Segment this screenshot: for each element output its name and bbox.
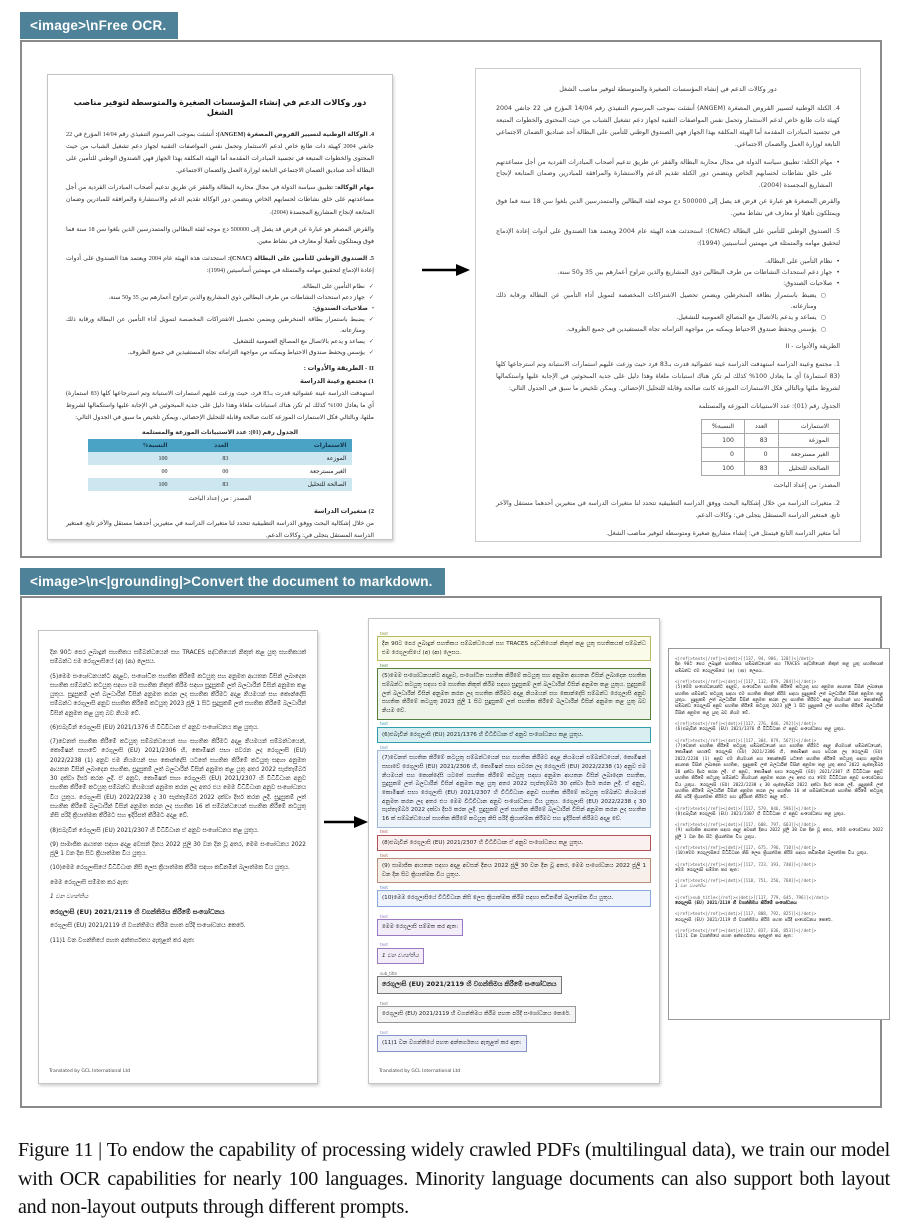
table-row: الغير مسترجعة 00 00 — [161, 468, 347, 476]
grounding-label: text — [380, 1000, 388, 1006]
si-paragraph: (6)එබැවින් රෙගුලාසි (EU) 2021/1376 හි විධිවිධාන ඒ අනුව සංශෝධනය කළ යුතුය. — [50, 724, 259, 731]
variables-paragraph: من خلال إشكالية البحث ووفق الدراسة التطبيقية تتحدد لنا متغيرات الدراسة في متغيرين أحدهما مستقل والآخر تابع. فمتغير الدراسة المستقل يتجلى في: وكالات الدعم. — [66, 520, 374, 540]
layout-box-subtitle: sub_title රෙගුලාසි (EU) 2021/2119 හි වගන්තිමය කිරීමේ සංශෝධනය — [377, 976, 562, 994]
check-item: ✓ جهاز دعم استحداث النشاطات من طرف البطالين ذوي المشاريع والذين تتراوح أعمارهم بين 35 و50 سنة. — [66, 293, 374, 304]
md-block: <|ref|>text<|/ref|><|det|>[[117, 304, 879, 567]]<|/det|> (7)වෙනත් සහතික කිරීමේ කටයුතු සම්බන්ධයෙන් සහ සහතික කිරීමට අදාළ නියමයන් සම්බන්ධයෙන්, කොමිෂන් සභාවේ රෙගුලාසි (EU) 2021/2306 හි, කොමිෂන් සභා පවරන ලද රෙගුලාසි (EU) 2022/2238 (1) අනුව එම නියමයන් සහ කොන්දේසි යටතේ සහතික කිරීමේ කටයුතු සඳහා අනුමත ආයතන විසින් ලබාදෙන සහතික, සුදුසුකම් ලත් බලධාරීන් විසින් අනුමත කළ යුතු අතර 2022 සැප්තැම්බර් 30 දක්වා දීර්ඝ කරන ලදී. ඒ අනුව, කොමිෂන් සභා රෙගුලාසි (EU) 2021/2307 හි විධිවිධාන අනුව සහතික කිරීමේ කටයුතු සම්බන්ධ නියමයන් අනුමත කරන ලද අතර එය මෙම විධිවිධාන අනුව සංශෝධනය විය යුතුය. රෙගුලාසි (EU) 2022/2238 ද 30 සැප්තැම්බර් 2022 දක්වා දීර්ඝ කරන ලදී. සුදුසුකම් ලත් සහතික කිරීමේ බලධාරීන් විසින් අනුමත කරන ලද සහතික 16 ක් සම්බන්ධයෙන් සහතික කිරීමේ කටයුතු නිසි පරිදි ක්‍රියාත්මක කිරීමට සහ ඉදිරිපත් කිරීමට අදාළ වේ. — [675, 737, 883, 801]
grounding-tag: <|ref|>text<|/ref|><|det|>[[117, 276, 846, 292]]<|/det|> — [675, 721, 817, 727]
ocr-sub-bullet: ○ يضبط باستمرار بطاقة المنخرطين ويضمن تحصيل الاشتراكات المخصصة لتمويل أداء التأمين عن البطالة ورقابة ذلك ومنازعاته. — [496, 290, 840, 313]
ocr-title: دور وكالات الدعم في إنشاء المؤسسات الصغيرة والمتوسطة لتوفير مناصب الشغل — [559, 85, 777, 93]
free-ocr-panel — [20, 40, 882, 558]
circle-icon: ○ — [820, 325, 826, 333]
arabic-loan-paragraph: والقرض المصغر هو عبارة عن قرض قد يصل إلى 500000 دج موجه لفئة البطالين والمتمدرسين الذين بلغوا سن 18 سنة فما فوق ويمتلكون تأهيلا أو معارف في نشاط معين. — [66, 225, 374, 245]
grounding-label: text — [380, 630, 388, 636]
md-block: <|ref|>text<|/ref|><|det|>[[117, 608, 797, 663]]<|/det|> (9) සාමාජික ආයතන සඳහා අදාළ අවසන් දිනය 2022 ජූලි 30 වන දින වූ අතර, මෙම සංශෝධනය 2022 ජූලි 1 වන දින සිට ක්‍රියාත්මක විය යුතුය. — [675, 822, 883, 840]
bullet-icon: • — [836, 158, 840, 166]
grounding-panel — [20, 596, 882, 1108]
ocr-sub-bullet: ○ يؤسس ويحفظ صندوق الاحتياط ويمكنه من مواجهة التزاماته تجاه المستفيدين في جميع الظروف. — [496, 324, 840, 335]
ocr-loan-paragraph: والقرض المصغرة هو عبارة عن قرض قد يصل إلى 500000 دج موجه لفئة البطالين والمتمدرسين الذين بلغوا سن 18 سنة فما فوق ويمتلكون تأهيلا أو معارف في نشاط معين. — [496, 197, 840, 217]
table-source-note: المصدر : من إعداد الباحث — [188, 496, 252, 503]
check-icon: ✓ — [368, 349, 374, 356]
ocr-section-method: الطريقة والأدوات - II — [785, 343, 840, 351]
si-paragraph: මෙම රෙගුලාසි සම්මත කර ඇත: — [50, 879, 129, 886]
layout-box-text: text දින 90ට පෙර ලබාදුන් සහතිකය සම්බන්ධයෙන් සහ TRACES පද්ධතියෙන් නිකුත් කළ යුතු සහතිකයක් සම්බන්ධ එම රෙගුලාසියේ (අ) (ආ) ලෙසය. — [377, 636, 651, 661]
grounding-tag: <|ref|>text<|/ref|><|det|>[[137, 94, 906, 120]]<|/det|> — [675, 656, 814, 661]
ocr-item-5: 5. الصندوق الوطني للتأمين على البطالة (CNAC): استحدثت هذه الهيئة عام 2004 ويعتمد هذا الصندوق على أدوات إعادة الإدماج لتحقيق مهامه والمتمثلة في مهمتين أساسيتين (1994): — [496, 227, 840, 247]
grounding-tag: <|ref|>text<|/ref|><|det|>[[117, 675, 796, 710]]<|/det|> — [675, 845, 817, 851]
si-paragraph: (9) සාමාජික ආයතන සඳහා අදාළ අවසන් දිනය 2022 ජූලි 30 වන දින වූ අතර, මෙම සංශෝධනය 2022 ජූලි 1 වන දින සිට ක්‍රියාත්මක විය යුතුය. — [50, 841, 306, 858]
arabic-item-4: 4. الوكالة الوطنية لتسيير القروض المصغرة (ANGEM): أنشئت بموجب المرسوم التنفيذي رقم 14/04 المؤرخ في 22 جانفي 2004 كهيئة ذات طابع خاص لدعم الاستثمار وتحمل نفس المواصفات التقنية لجهاز دعم تشغيل الشباب من حيث المحتوى والخطوات المتبعة في تجسيد المبادرات المقدمة أما الهيئة المكلفة بهذا الجهاز فهي الصندوق الوطني للتأمين على البطالة أحد صناديق الضمان الاجتماعي التابعة لوزارة العمل والضمان الاجتماعي. — [66, 131, 375, 175]
ocr-item-2: 2. متغيرات الدراسة من خلال إشكالية البحث ووفق الدراسة التطبيقية تتحدد لنا متغيرات الدراسة في متغيرين أحدهما مستقل والآخر تابع. فمتغير الدراسة المستقل يتجلى في: وكالات الدعم. — [496, 499, 840, 519]
bullet-icon: • — [836, 280, 840, 288]
check-icon: ✓ — [368, 295, 374, 301]
si-paragraph: දින 90ට පෙර ලබාදුන් සහතිකය සම්බන්ධයෙන් සහ TRACES පද්ධතියෙන් නිකුත් කළ යුතු සහතිකයක් සම්බන්ධ එම රෙගුලාසියේ (අ) (ආ) ලෙසය. — [50, 650, 306, 666]
check-item: ✓ نظام التأمين على البطالة. — [66, 282, 374, 293]
ocr-bullet: • جهاز دعم استحداث النشاطات من طرف البطالين ذوي المشاريع والذين تتراوح أعمارهم بين 35 و50 سنة. — [496, 267, 840, 278]
grounding-tag: <|ref|>text<|/ref|><|det|>[[117, 608, 797, 663]]<|/det|> — [675, 822, 817, 828]
grounding-tag: <|ref|>text<|/ref|><|det|>[[117, 579, 846, 596]]<|/det|> — [675, 805, 817, 811]
circle-icon: ○ — [820, 314, 826, 322]
grounding-tag: <|ref|>sub_title<|/ref|><|det|>[[117, 779, 645, 796]]<|/det|> — [675, 894, 829, 900]
grounding-tag: <|ref|>text<|/ref|><|det|>[[117, 132, 879, 284]]<|/det|> — [675, 678, 817, 684]
markdown-output-panel — [668, 648, 890, 1020]
grounding-tag: <|ref|>text<|/ref|><|det|>[[117, 808, 792, 825]]<|/det|> — [675, 911, 817, 917]
arabic-doc-title: دور وكالات الدعم في إنشاء المؤسسات الصغيرة والمتوسطة لتوفير مناصب الشغل — [73, 98, 367, 117]
md-block: <|ref|>text<|/ref|><|det|>[[118, 751, 256, 768]]<|/det|> 1 වන වගන්තිය — [675, 878, 883, 891]
translator-footer: Translated by GCL International Ltd — [379, 1069, 461, 1074]
check-icon: ✓ — [368, 338, 374, 345]
si-paragraph: (5)මෙම සංශෝධනයන්ට අදාළව, සංශෝධිත සහතික කිරීමේ කටයුතු සහ අනුමත ආයතන විසින් ලබාදෙන සහතික සම්බන්ධ කටයුතු සඳහා එම සහතික නිකුත් කිරීම සඳහා සුදුසුකම් ලත් බලධාරීන් විසින් අනුමත කළ යුතුය. සුදුසුකම් ලත් බලධාරීන් විසින් අනුමත කරන ලද සහතික කිරීමට අදාළ නියමයන් සහ කොන්දේසි සම්බන්ධ රෙගුලාසි අනුව සහතික කිරීමේ කටයුතු 2023 ජූලි 1 සිට සුදුසුකම් ලත් සහතික කිරීමේ බලධාරීන් විසින් අනුමත කළ යුතු බව නියම වේ. — [50, 673, 306, 717]
grounding-tag: <|ref|>text<|/ref|><|det|>[[118, 751, 256, 768]]<|/det|> — [675, 878, 817, 884]
layout-box-text: text (5)මෙම සංශෝධනයන්ට අදාළව, සංශෝධිත සහතික කිරීමේ කටයුතු සහ අනුමත ආයතන විසින් ලබාදෙන සහතික සම්බන්ධ කටයුතු සඳහා එම සහතික නිකුත් කිරීම සඳහා සුදුසුකම් ලත් බලධාරීන් විසින් අනුමත කළ යුතුය. සුදුසුකම් ලත් බලධාරීන් විසින් අනුමත කරන ලද සහතික කිරීමට අදාළ නියමයන් සහ කොන්දේසි සම්බන්ධ රෙගුලාසි අනුව සහතික කිරීමේ කටයුතු 2023 ජූලි 1 සිට සුදුසුකම් ලත් සහතික කිරීමේ බලධාරීන් විසින් අනුමත කළ යුතු බව නියම වේ. — [377, 668, 651, 719]
layout-box-text: text (7)වෙනත් සහතික කිරීමේ කටයුතු සම්බන්ධයෙන් සහ සහතික කිරීමට අදාළ නියමයන් සම්බන්ධයෙන්, කොමිෂන් සභාවේ රෙගුලාසි (EU) 2021/2306 හි, කොමිෂන් සභා පවරන ලද රෙගුලාසි (EU) 2022/2238 (1) අනුව එම නියමයන් සහ කොන්දේසි යටතේ සහතික කිරීමේ කටයුතු සඳහා අනුමත ආයතන විසින් ලබාදෙන සහතික, සුදුසුකම් ලත් බලධාරීන් විසින් අනුමත කළ යුතු අතර 2022 සැප්තැම්බර් 30 දක්වා දීර්ඝ කරන ලදී. ඒ අනුව, කොමිෂන් සභා රෙගුලාසි (EU) 2021/2307 හි විධිවිධාන අනුව සහතික කිරීමේ කටයුතු සම්බන්ධ නියමයන් අනුමත කරන ලද අතර එය මෙම විධිවිධාන අනුව සංශෝධනය විය යුතුය. රෙගුලාසි (EU) 2022/2238 ද 30 සැප්තැම්බර් 2022 දක්වා දීර්ඝ කරන ලදී. සුදුසුකම් ලත් සහතික කිරීමේ බලධාරීන් විසින් අනුමත කරන ලද සහතික 16 ක් සම්බන්ධයෙන් සහතික කිරීමේ කටයුතු නිසි පරිදි ක්‍රියාත්මක කිරීමට සහ ඉදිරිපත් කිරීමට අදාළ වේ. — [377, 750, 651, 827]
circle-icon: ○ — [820, 291, 826, 299]
ocr-sub-bullet: ○ يساعد و يدعم بالاتصال مع المصالح العمومية للتشغيل. — [496, 312, 840, 323]
prompt-label-free-ocr: <image>\nFree OCR. — [20, 12, 178, 39]
ocr-bullet: • نظام التأمين على البطالة. — [496, 256, 840, 267]
right-arrow-icon — [322, 814, 370, 830]
ocr-questionnaire-table: الاستمارات العدد النسبة% الموزعة 83 100 الغير مسترجعة 0 0 الصالحة للتحليل 83 100 — [701, 419, 840, 476]
grounding-tag: <|ref|>text<|/ref|><|det|>[[117, 837, 636, 853]]<|/det|> — [675, 927, 817, 933]
md-block: <|ref|>text<|/ref|><|det|>[[117, 276, 846, 292]]<|/det|> (6)එබැවින් රෙගුලාසි (EU) 2021/1376 හි විධිවිධාන ඒ අනුව සංශෝධනය කළ යුතුය. — [675, 721, 883, 734]
grounding-label: text — [380, 942, 388, 948]
ocr-bullet: • صلاحيات الصندوق: — [496, 278, 840, 289]
md-block: <|ref|>text<|/ref|><|det|>[[117, 723, 393, 740]]<|/det|> මෙම රෙගුලාසි සම්මත කර ඇත: — [675, 862, 883, 875]
layout-box-text: text (11)1 වන වගන්තියේ පහත අන්තර්ගතය ඇතුළත් කර ඇත: — [377, 1035, 527, 1052]
si-paragraph: (8)එබැවින් රෙගුලාසි (EU) 2021/2307 හි විධිවිධාන ඒ අනුව සංශෝධනය කළ යුතුය. — [50, 827, 259, 834]
subsection-variables: 2) متغيرات الدراسة — [313, 508, 374, 516]
arabic-bullet-tasks: مهام الوكالة: تطبيق سياسة الدولة في مجال محاربة البطالة والفقر عن طريق تدعيم أصحاب المبادرات الفردية من أجل مساعدتهم على خلق نشاطات لحسابهم الخاص ويتضمن دور الوكالة تقديم الدعم والاستشارة والمرافقة للمبادرين وضمان المتابعة لإنجاح المشاريع المجسدة (2004). — [66, 184, 375, 216]
col-percent: النسبة% — [88, 439, 174, 452]
ocr-item-1: 1. مجتمع وعينة الدراسة استهدفت الدراسة عينة عشوائية قدرت بـ83 فرد حيث وزعت عليهم استمارات الاستبانة وتم استرجاعها كلها (83 استمارة) أي ما يعادل 100% كذلك لم تكن هناك استبانات ملغاة وهذا دليل على جدية المبحوثين في الإجابة عليها واستكمالها لشروط ملئها وبالتالي فكل الاستمارات الموزعة كانت صالحة وقابلة للتحليل الإحصائي. ويمكن تلخيص ما سبق في الجدول التالي: — [496, 361, 840, 392]
bullet-icon: • — [371, 305, 374, 312]
md-block: <|ref|>text<|/ref|><|det|>[[117, 808, 792, 825]]<|/det|> රෙගුලාසි (EU) 2021/2119 හි වගන්තිමය කිරීම පහත පරිදි සංශෝධනය කෙරේ. — [675, 911, 883, 924]
md-block: <|ref|>sub_title<|/ref|><|det|>[[117, 779, 645, 796]]<|/det|> රෙගුලාසි (EU) 2021/2119 හි වගන්තිමය කිරීමේ සංශෝධනය — [675, 895, 883, 908]
bullet-icon: • — [836, 257, 840, 265]
layout-box-text: text (8)එබැවින් රෙගුලාසි (EU) 2021/2307 හි විධිවිධාන ඒ අනුව සංශෝධනය කළ යුතුය. — [377, 835, 651, 852]
check-icon: ✓ — [368, 316, 374, 323]
grounding-tag: <|ref|>text<|/ref|><|det|>[[117, 304, 879, 567]]<|/det|> — [675, 737, 817, 743]
col-forms: الاستمارات — [234, 439, 352, 452]
si-paragraph: රෙගුලාසි (EU) 2021/2119 හි වගන්තිමය කිරීම පහත පරිදි සංශෝධනය කෙරේ. — [50, 923, 246, 930]
bullet-icon: • — [836, 269, 840, 277]
layout-box-text: text (10)මෙම රෙගුලාසියේ විධිවිධාන නිසි ලෙස ක්‍රියාත්මක කිරීම සඳහා කඩිනමින් බලාත්මක විය යුතුය. — [377, 890, 651, 907]
si-paragraph: (7)වෙනත් සහතික කිරීමේ කටයුතු සම්බන්ධයෙන් සහ සහතික කිරීමට අදාළ නියමයන් සම්බන්ධයෙන්, කොමිෂන් සභාවේ රෙගුලාසි (EU) 2021/2306 හි, කොමිෂන් සභා පවරන ලද රෙගුලාසි (EU) 2022/2238 (1) අනුව එම නියමයන් සහ කොන්දේසි යටතේ සහතික කිරීමේ කටයුතු සඳහා අනුමත ආයතන විසින් ලබාදෙන සහතික, සුදුසුකම් ලත් බලධාරීන් විසින් අනුමත කළ යුතු අතර 2022 සැප්තැම්බර් 30 දක්වා දීර්ඝ කරන ලදී. ඒ අනුව, කොමිෂන් සභා රෙගුලාසි (EU) 2021/2307 හි විධිවිධාන අනුව සහතික කිරීමේ කටයුතු සම්බන්ධ නියමයන් අනුමත කරන ලද අතර එය මෙම විධිවිධාන අනුව සංශෝධනය විය යුතුය. රෙගුලාසි (EU) 2022/2238 ද 30 සැප්තැම්බර් 2022 දක්වා දීර්ඝ කරන ලදී. සුදුසුකම් ලත් සහතික කිරීමේ බලධාරීන් විසින් අනුමත කරන ලද සහතික 16 ක් සම්බන්ධයෙන් සහතික කිරීමේ කටයුතු නිසි පරිදි ක්‍රියාත්මක කිරීමට සහ ඉදිරිපත් කිරීමට අදාළ වේ. — [50, 739, 306, 820]
table-row: الصالحة للتحليل 83 100 — [88, 478, 353, 491]
grounding-label: text — [380, 884, 388, 890]
md-block: <|ref|>text<|/ref|><|det|>[[117, 675, 796, 710]]<|/det|> (10)මෙම රෙගුලාසියේ විධිවිධාන නිසි ලෙස ක්‍රියාත්මක කිරීම සඳහා කඩිනමින් බලාත්මක විය යුතුය. — [675, 845, 883, 858]
si-paragraph: (11)1 වන වගන්තියේ පහත අන්තර්ගතය ඇතුළත් කර ඇත: — [50, 937, 195, 944]
table-header-row — [88, 439, 353, 452]
md-block: <|ref|>text<|/ref|><|det|>[[117, 837, 636, 853]]<|/det|> (11)1 වන වගන්තියේ පහත අන්තර්ගතය ඇතුළත් කර ඇත: — [675, 928, 883, 941]
md-block: <|ref|>text<|/ref|><|det|>[[117, 579, 846, 596]]<|/det|> (8)එබැවින් රෙගුලාසි (EU) 2021/2307 හි විධිවිධාන ඒ අනුව සංශෝධනය කළ යුතුය. — [675, 806, 883, 819]
translator-footer: Translated by GCL International Ltd — [49, 1069, 131, 1074]
grounding-label: text — [380, 852, 388, 858]
table-caption: الجدول رقم (01): عدد الاستبيانات الموزعة والمستلمة — [141, 429, 299, 437]
grounding-label: text — [380, 1029, 388, 1035]
sample-paragraph: استهدفت الدراسة عينة عشوائية قدرت بـ83 فرد، حيث وزعت عليهم استمارات الاستبانة وتم استرجاعها كلها (83 استمارة) أي ما يعادل 100% كذلك لم تكن هناك استبانات ملغاة وهذا دليل على جدية المبحوثين في الإجابة عليها واستكمالها لشروط ملئها، وبالتالي فكل الاستمارات الموزعة كانت صالحة وقابلة للتحليل الإحصائي، ويمكن تلخيص ما سبق في الجدول التالي: — [66, 389, 375, 421]
check-item: ✓ يؤسس ويحفظ صندوق الاحتياط ويمكنه من مواجهة التزاماته تجاه المستفيدين في جميع الظروف. — [66, 348, 374, 359]
md-block: <|ref|>text<|/ref|><|det|>[[137, 94, 906, 120]]<|/det|> දින 90ට පෙර ලබාදුන් සහතිකය සම්බන්ධයෙන් සහ TRACES පද්ධතියෙන් නිකුත් කළ යුතු සහතිකයක් සම්බන්ධ එම රෙගුලාසියේ (අ) (ආ) ලෙසය. — [675, 656, 883, 674]
check-item: ✓ يضبط باستمرار بطاقة المنخرطين ويضمن تحصيل الاشتراكات المخصصة لتمويل أداء التأمين عن البطالة ورقابة ذلك ومنازعاته. — [66, 315, 374, 337]
grounding-tag: <|ref|>text<|/ref|><|det|>[[117, 723, 393, 740]]<|/det|> — [675, 861, 817, 867]
right-arrow-icon — [420, 262, 472, 278]
check-item: ✓ يساعد و يدعم بالاتصال مع المصالح العمومية للتشغيل. — [66, 337, 374, 348]
ocr-bullet: • مهام الكتلة: تطبيق سياسة الدولة في مجال محاربة البطالة والفقر عن طريق تدعيم أصحاب المبادرات الفردية من أجل مساعدتهم على خلق نشاطات لحسابهم الخاص ويتضمن دور الكتلة تقديم الدعم والاستشارة والمرافقة للمبادرين وضمان المتابعة لإنجاح المشاريع المجسدة (2004). — [496, 157, 840, 191]
arabic-ocr-output — [475, 68, 861, 542]
check-item: • صلاحيات الصندوق: — [66, 304, 374, 315]
prompt-label-grounding-markdown: <image>\n<|grounding|>Convert the document to markdown. — [20, 568, 445, 595]
grounding-label: text — [380, 744, 388, 750]
table-row: الموزعة 83 100 — [88, 452, 353, 465]
layout-box-text: text (9) සාමාජික ආයතන සඳහා අදාළ අවසන් දිනය 2022 ජූලි 30 වන දින වූ අතර, මෙම සංශෝධනය 2022 ජූලි 1 වන දින සිට ක්‍රියාත්මක විය යුතුය. — [377, 858, 651, 883]
section-method-tools: II - الطريقة والأدوات : — [303, 364, 374, 372]
ocr-table-caption: الجدول رقم (01): عدد الاستبيانات الموزعة والمستلمة — [698, 402, 840, 410]
arabic-item-5: 5. الصندوق الوطني للتأمين على البطالة (CNAC): استحدثت هذه الهيئة عام 2004 ويعتمد هذا الصندوق على أدوات إعادة الإدماج لتحقيق مهامه والمتمثلة في مهمتين أساسيتين (1994): — [66, 254, 375, 274]
layout-box-text: text මෙම රෙගුලාසි සම්මත කර ඇත: — [377, 919, 463, 936]
ocr-source-note: المصدر: من إعداد الباحث — [773, 481, 840, 489]
col-count: العدد — [173, 439, 234, 452]
layout-box-text: text (6)එබැවින් රෙගුලාසි (EU) 2021/1376 හි විධිවිධාන ඒ අනුව සංශෝධනය කළ යුතුය. — [377, 727, 651, 744]
si-article-line: 1 වන වගන්තිය — [50, 893, 89, 900]
grounding-label: text — [380, 662, 388, 668]
grounding-label: text — [380, 913, 388, 919]
subsection-sample: 1) مجتمع وعينة الدراسة — [300, 377, 374, 385]
layout-box-article: text 1 වන වගන්තිය — [377, 948, 424, 965]
ocr-item-4: 4. الكتلة الوطنية لتسيير القروض المصغرة (ANGEM) أنشئت بموجب المرسوم التنفيذي رقم 14/04 المؤرخ في 22 جانفي 2004 كهيئة ذات طابع خاص لدعم الاستثمار وتحمل نفس المواصفات التقنية لجهاز دعم تشغيل الشباب من حيث المحتوى والخطوات المتبعة في تجسيد المبادرات المقدمة أما الهيئة المكلفة بهذا الجهاز فهي الصندوق الوطني للتأمين على البطالة أحد صناديق الضمان الاجتماعي التابعة لوزارة العمل والضمان الاجتماعي. — [495, 105, 840, 149]
figure-caption: Figure 11 | To endow the capability of processing widely crawled PDFs (multilingual data), we train our model with OCR capabilities for nearly 100 languages. Minority language documents can also support both layout and non-layout outputs through different prompts. — [18, 1139, 890, 1219]
si-subtitle: රෙගුලාසි (EU) 2021/2119 හි වගන්තිමය කිරීමේ සංශෝධනය — [50, 908, 225, 917]
ocr-item-2b: أما متغير الدراسة التابع فيتمثل في: إنشاء مشاريع صغيرة ومتوسطة لتوفير مناصب الشغل. — [605, 529, 840, 537]
questionnaire-table — [88, 439, 353, 491]
sinhala-grounded-page — [368, 618, 660, 1084]
si-paragraph: (10)මෙම රෙගුලාසියේ විධිවිධාන නිසි ලෙස ක්‍රියාත්මක කිරීම සඳහා කඩිනමින් බලාත්මක විය යුතුය. — [50, 865, 290, 872]
grounding-label: text — [380, 721, 388, 727]
grounding-label: sub_title — [380, 970, 397, 976]
md-block: <|ref|>text<|/ref|><|det|>[[117, 132, 879, 284]]<|/det|> (5)මෙම සංශෝධනයන්ට අදාළව, සංශෝධිත සහතික කිරීමේ කටයුතු සහ අනුමත ආයතන විසින් ලබාදෙන සහතික සම්බන්ධ කටයුතු සඳහා එම සහතික නිකුත් කිරීම සඳහා සුදුසුකම් ලත් බලධාරීන් විසින් අනුමත කළ යුතුය. සුදුසුකම් ලත් බලධාරීන් විසින් අනුමත කරන ලද සහතික කිරීමට අදාළ නියමයන් සහ කොන්දේසි සම්බන්ධ රෙගුලාසි අනුව සහතික කිරීමේ කටයුතු 2023 ජූලි 1 සිට සුදුසුකම් ලත් සහතික කිරීමේ බලධාරීන් විසින් අනුමත කළ යුතු බව නියම වේ. — [675, 678, 883, 716]
sinhala-source-page — [38, 630, 318, 1084]
arabic-source-page — [47, 74, 393, 540]
grounding-label: text — [380, 829, 388, 834]
check-icon: ✓ — [368, 284, 374, 291]
layout-box-text: text රෙගුලාසි (EU) 2021/2119 හි වගන්තිමය කිරීම පහත පරිදි සංශෝධනය කෙරේ. — [377, 1006, 576, 1023]
